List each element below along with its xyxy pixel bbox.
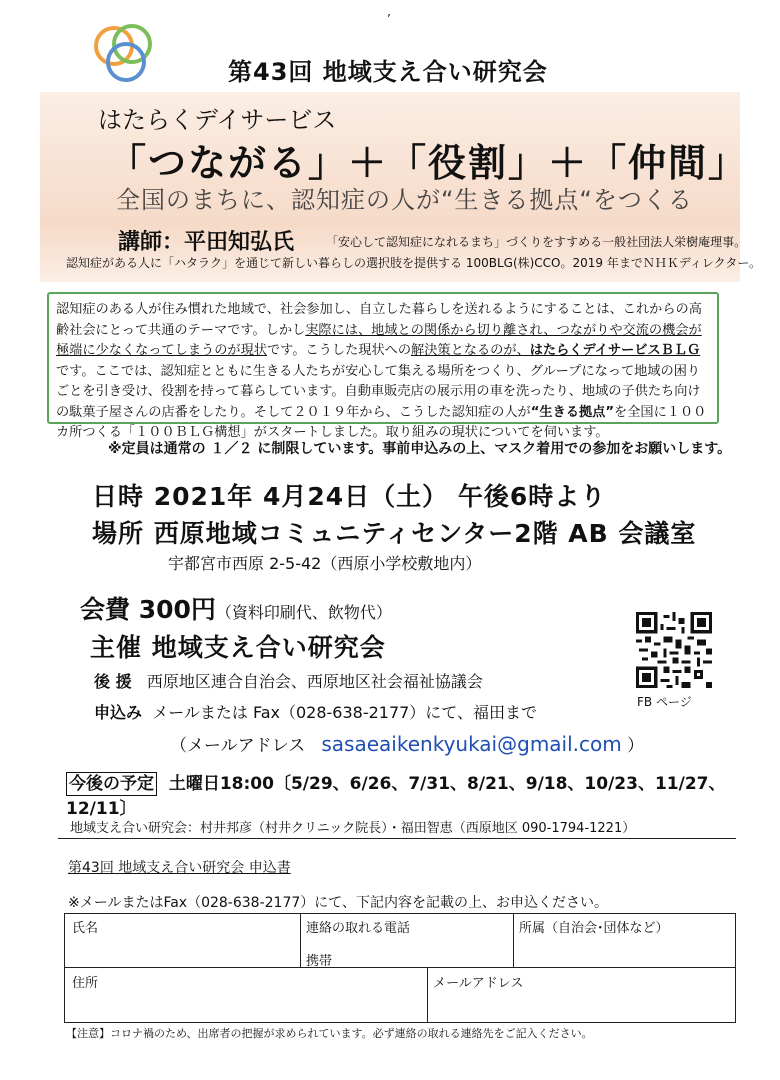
- form-mobile-field[interactable]: 携帯: [306, 954, 333, 969]
- subtitle: はたらくデイサービス: [98, 106, 337, 134]
- event-date: 日時 2021年 4月24日（土） 午後6時より: [92, 482, 607, 511]
- event-apply: [94, 700, 537, 723]
- fee-note: （資料印刷代、飲物代）: [215, 603, 392, 622]
- divider: [58, 838, 736, 839]
- email-line: [170, 731, 644, 756]
- form-row-divider: [64, 967, 736, 968]
- qr-code[interactable]: [636, 612, 712, 688]
- desc-underlined: 実際には、地域との関係から切り離され、つながりや交流の機会が極端に少なくなってしまうのが現状: [56, 322, 702, 358]
- description-box: [47, 292, 719, 440]
- event-place: 場所 西原地域コミュニティセンター2階 AB 会議室: [92, 519, 697, 548]
- desc-text: を全国に１００カ所つくる「１００ＢＬＧ構想」がスタートしました。取り組みの現状についてを伺います。: [56, 404, 707, 440]
- email-prefix: （メールアドレス: [170, 736, 306, 756]
- capacity-notice: ※定員は通常の １／２ に制限しています。事前申込みの上、マスク着用での参加をお願いします。: [108, 441, 732, 457]
- form-address-field[interactable]: 住所: [72, 976, 99, 991]
- form-col-divider: [427, 967, 428, 1023]
- form-col-divider: [300, 913, 301, 967]
- form-col-divider: [513, 913, 514, 967]
- event-host: 主催 地域支え合い研究会: [90, 633, 386, 662]
- desc-text: です。こうした現状への: [267, 343, 412, 358]
- organizers: 地域支え合い研究会：村井邦彦（村井クリニック院長）・福田智恵（西原地区 090-1794-1221）: [70, 821, 636, 836]
- form-affiliation-field[interactable]: 所属（自治会･団体など）: [519, 921, 669, 936]
- logo: [92, 22, 162, 86]
- lecturer-description-2: 認知症がある人に「ハタラク」を通じて新しい暮らしの選択肢を提供する 100BLG(株)CCO。2019 年までＮＨＫディレクター。: [66, 256, 761, 270]
- top-mark: ’: [387, 12, 391, 26]
- support-label: 後 援: [94, 672, 132, 691]
- email-link[interactable]: sasaeaikenkyukai@gmail.com: [321, 732, 622, 756]
- future-schedule: [66, 769, 780, 819]
- main-title: 「つながる」＋「役割」＋「仲間」: [108, 141, 749, 185]
- apply-value: メールまたは Fax（028-638-2177）にて、福田まで: [152, 703, 537, 722]
- form-title: 第43回 地域支え合い研究会 申込書: [68, 860, 291, 876]
- event-support: [94, 669, 483, 692]
- desc-underlined: 解決策となるのが、: [411, 343, 530, 358]
- desc-highlight: はたらくデイサービスＢＬＧ: [529, 343, 701, 358]
- form-name-field[interactable]: 氏名: [72, 921, 99, 936]
- form-email-field[interactable]: メールアドレス: [433, 976, 524, 991]
- event-fee: [80, 590, 392, 626]
- schedule-value: 土曜日18:00〔5/29、6/26、7/31、8/21、9/18、10/23、11/27、12/11〕: [66, 774, 726, 819]
- form-phone-field[interactable]: 連絡の取れる電話: [306, 921, 411, 936]
- lecturer-name: 講師：平田知弘氏: [118, 230, 295, 255]
- event-title: 第43回 地域支え合い研究会: [228, 58, 548, 86]
- tagline: 全国のまちに、認知症の人が“生きる拠点“をつくる: [116, 186, 693, 214]
- desc-text: 認知症のある人が住み慣れた地域で、社会参加し、自立した暮らしを送れるようにすることは、これからの高齢社会にとって共通のテーマです。しかし: [56, 302, 702, 338]
- desc-text: です。ここでは、認知症とともに生きる人たちが安心して集える場所をつくり、グループになって地域の困りごとを引き受け、役割を持って暮らしています。自動車販売店の展示用の車を洗ったり、地域の子供たち向けの駄菓子屋さんの店番をしたり。そして２０１９年から、こうした認知症の人が: [56, 363, 701, 420]
- email-suffix: ）: [627, 736, 645, 756]
- schedule-label: 今後の予定: [66, 772, 157, 796]
- lecturer-description-1: 「安心して認知症になれるまち」づくりをすすめる一般社団法人栄樹庵理事。: [326, 235, 747, 249]
- desc-highlight: “生きる拠点”: [530, 404, 615, 420]
- form-instruction: ※メールまたはFax（028-638-2177）にて、下記内容を記載の上、お申込ください。: [68, 895, 608, 911]
- footnote: 【注意】コロナ禍のため、出席者の把握が求められています。必ず連絡の取れる連絡先をご記入ください。: [66, 1027, 593, 1040]
- qr-label: FB ページ: [637, 695, 692, 709]
- apply-label: 申込み: [94, 703, 143, 722]
- event-address: 宇都宮市西原 2-5-42（西原小学校敷地内）: [168, 554, 482, 573]
- support-value: 西原地区連合自治会、西原地区社会福祉協議会: [146, 672, 483, 691]
- fee-label: 会費 300円: [80, 595, 216, 624]
